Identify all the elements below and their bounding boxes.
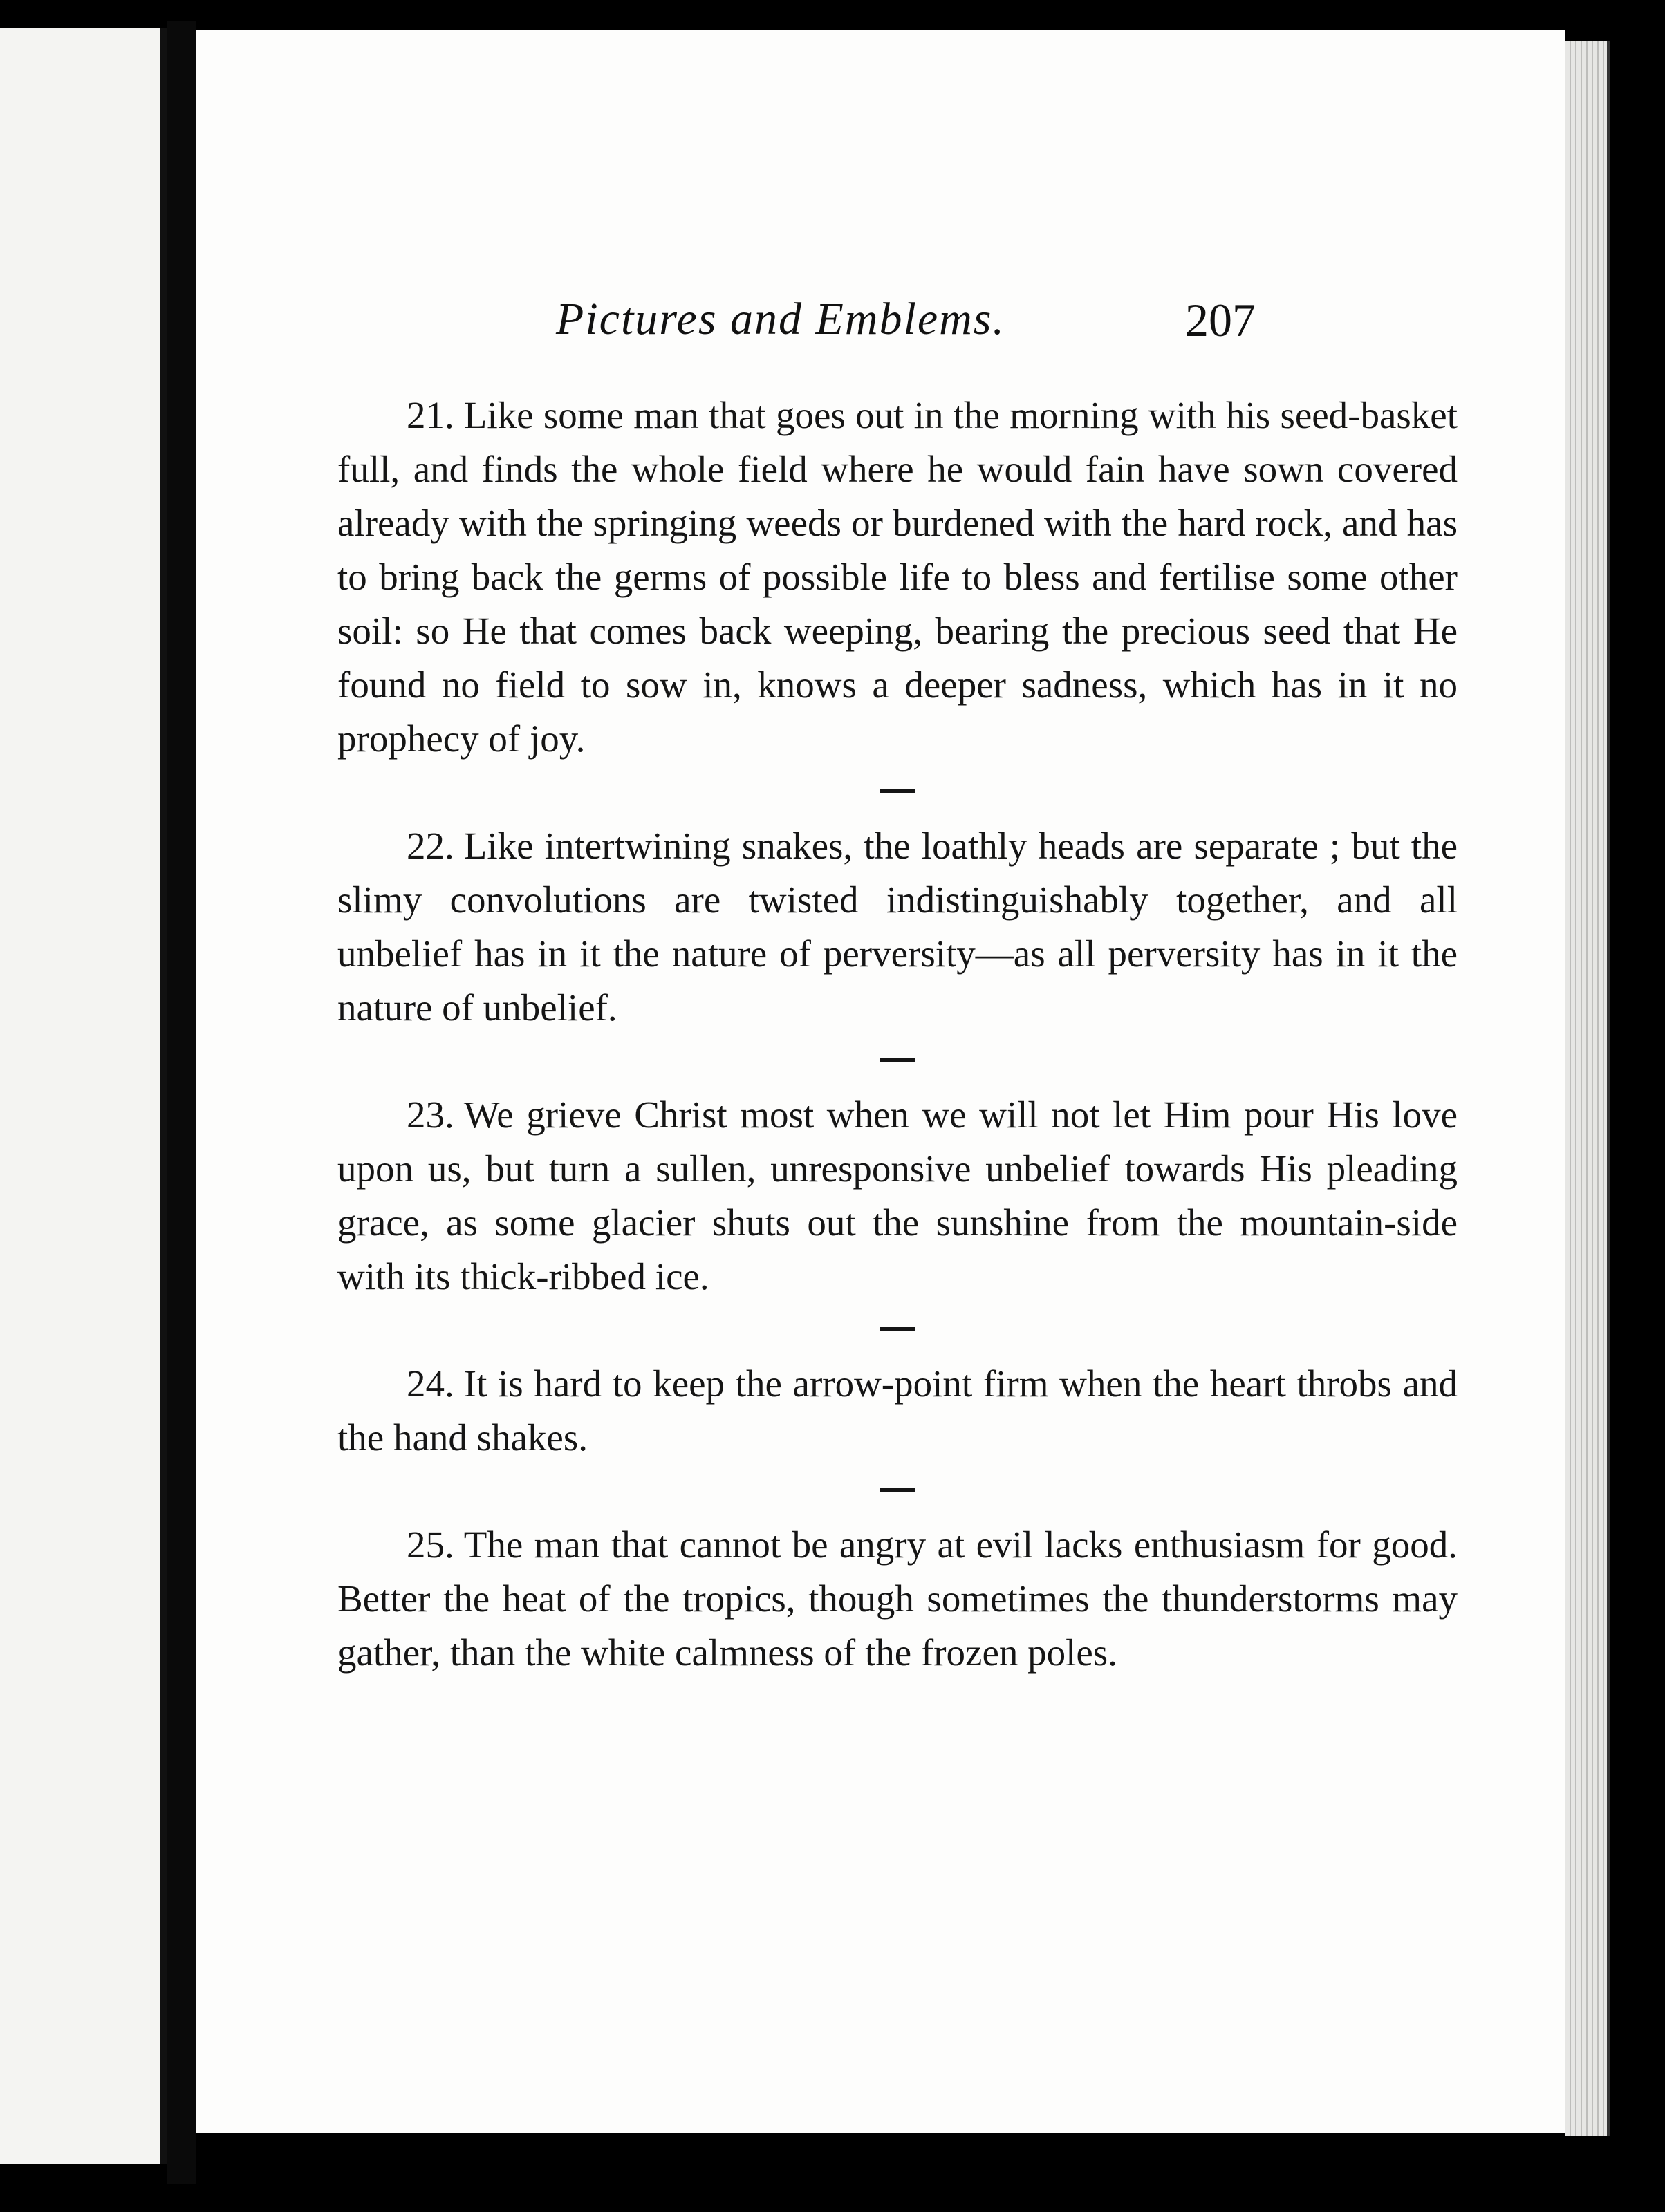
book-page [196,30,1565,2133]
entry-text: We grieve Christ most when we will not let Him pour His love upon us, but turn a sullen, unresponsive unbelief towards His pleading grace, as some glacier shuts out the sunshine from the mountain-side with its thick-ribbed ice. [337,1094,1458,1297]
entry-text: The man that cannot be angry at evil lacks enthusiasm for good. Better the heat of the tropics, though sometimes the thunderstorms may gather, than the white calmness of the frozen poles. [337,1524,1458,1674]
section-rule [880,1327,915,1331]
entry-23 [337,1088,1458,1304]
entry-number: 25. [407,1524,454,1566]
page-stack-edge [1565,41,1610,2136]
entry-text: Like intertwining snakes, the loathly heads are separate ; but the slimy convolutions are twisted indistinguishably together, and all unbelief has in it the nature of perversity—as all perversity has in it the nature of unbelief. [337,825,1458,1029]
facing-page-edge [0,28,167,2164]
book-gutter [167,21,196,2184]
page-number: 207 [1185,294,1256,346]
entry-text: It is hard to keep the arrow-point firm when the heart throbs and the hand shakes. [337,1362,1458,1459]
text-block [337,388,1458,1680]
entry-24 [337,1357,1458,1465]
section-rule [880,1058,915,1062]
section-rule [880,1488,915,1492]
entry-number: 24. [407,1362,454,1405]
entry-25 [337,1518,1458,1680]
entry-number: 21. [407,394,454,436]
entry-21 [337,388,1458,766]
entry-number: 22. [407,825,454,867]
running-head [196,293,1565,362]
entry-number: 23. [407,1094,454,1136]
section-rule [880,789,915,793]
running-title: Pictures and Emblems. [556,294,1005,344]
entry-text: Like some man that goes out in the morning with his seed-basket full, and finds the whole field where he would fain have sown covered already with the springing weeds or burdened with the hard rock, and has to bring back the germs of possible life to bless and fertilise some other soil: so He that comes back weeping, bearing the precious seed that He found no field to sow in, knows a deeper sadness, which has in it no prophecy of joy. [337,394,1458,760]
entry-22 [337,819,1458,1035]
